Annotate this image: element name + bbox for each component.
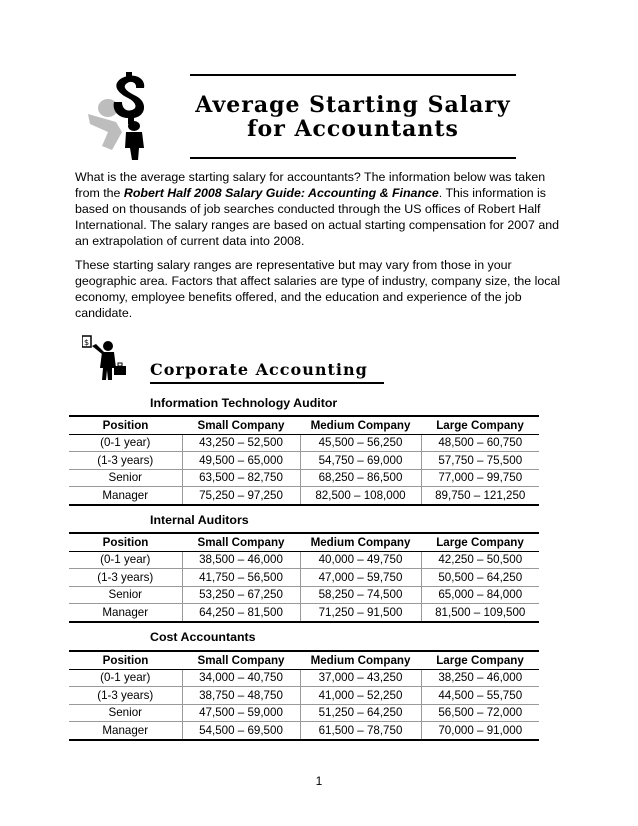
cell-medium: 51,250 – 64,250 xyxy=(300,704,421,722)
cell-small: 47,500 – 59,000 xyxy=(182,704,300,722)
header-large-company: Large Company xyxy=(421,651,539,669)
cell-position: (1-3 years) xyxy=(69,687,182,705)
title-bottom-rule xyxy=(190,157,516,159)
cell-position: Senior xyxy=(69,586,182,604)
table-row xyxy=(69,704,539,722)
intro-paragraph-1 xyxy=(75,169,565,249)
cell-medium: 68,250 – 86,500 xyxy=(300,469,421,487)
cell-large: 38,250 – 46,000 xyxy=(421,669,539,687)
table-row xyxy=(69,722,539,740)
cell-medium: 47,000 – 59,750 xyxy=(300,569,421,587)
table-row xyxy=(69,669,539,687)
salary-table-cost-accountants xyxy=(69,650,539,741)
cell-small: 53,250 – 67,250 xyxy=(182,586,300,604)
table-header-row xyxy=(69,651,539,669)
table-row xyxy=(69,452,539,470)
cell-small: 34,000 – 40,750 xyxy=(182,669,300,687)
cell-position: Manager xyxy=(69,722,182,740)
table-title-internal-auditors: Internal Auditors xyxy=(150,513,249,527)
cell-large: 57,750 – 75,500 xyxy=(421,452,539,470)
cell-position: (0-1 year) xyxy=(69,669,182,687)
cell-medium: 45,500 – 56,250 xyxy=(300,434,421,452)
header-large-company: Large Company xyxy=(421,533,539,551)
table-row xyxy=(69,487,539,505)
table-row xyxy=(69,434,539,452)
svg-text:$: $ xyxy=(84,338,90,347)
header-large-company: Large Company xyxy=(421,416,539,434)
salary-table-internal-auditors xyxy=(69,532,539,623)
header-medium-company: Medium Company xyxy=(300,533,421,551)
table-row xyxy=(69,687,539,705)
cell-small: 64,250 – 81,500 xyxy=(182,604,300,622)
cell-small: 75,250 – 97,250 xyxy=(182,487,300,505)
cell-position: (0-1 year) xyxy=(69,434,182,452)
cell-small: 41,750 – 56,500 xyxy=(182,569,300,587)
cell-position: (1-3 years) xyxy=(69,569,182,587)
table-title-cost-accountants: Cost Accountants xyxy=(150,630,256,644)
cell-position: Manager xyxy=(69,604,182,622)
header-small-company: Small Company xyxy=(182,651,300,669)
table-row xyxy=(69,551,539,569)
table-title-it-auditor: Information Technology Auditor xyxy=(150,396,338,410)
cell-large: 81,500 – 109,500 xyxy=(421,604,539,622)
header-medium-company: Medium Company xyxy=(300,651,421,669)
table-header-row xyxy=(69,416,539,434)
cell-medium: 61,500 – 78,750 xyxy=(300,722,421,740)
table-row xyxy=(69,586,539,604)
cell-position: Manager xyxy=(69,487,182,505)
section-title: Corporate Accounting xyxy=(150,360,368,379)
cell-medium: 82,500 – 108,000 xyxy=(300,487,421,505)
header-position: Position xyxy=(69,416,182,434)
cell-medium: 40,000 – 49,750 xyxy=(300,551,421,569)
table-row xyxy=(69,604,539,622)
intro-p1-after: . This information is based on thousands of job searches conducted through the US offices of Robert Half International. The salary ranges are based on actual starting compensation for 2007 and an extrapolation of current data into 2008. xyxy=(75,186,560,248)
table-row xyxy=(69,469,539,487)
cell-medium: 54,750 – 69,000 xyxy=(300,452,421,470)
cell-medium: 37,000 – 43,250 xyxy=(300,669,421,687)
header-small-company: Small Company xyxy=(182,416,300,434)
intro-paragraph-2: These starting salary ranges are representative but may vary from those in your geographic area. Factors that affect salaries are type of industry, company size, the local economy, employee benefits offered, and the education and experience of the job candidate. xyxy=(75,258,561,320)
cell-large: 70,000 – 91,000 xyxy=(421,722,539,740)
cell-position: (0-1 year) xyxy=(69,551,182,569)
section-title-rule xyxy=(150,382,384,384)
cell-large: 56,500 – 72,000 xyxy=(421,704,539,722)
cell-large: 42,250 – 50,500 xyxy=(421,551,539,569)
cell-large: 44,500 – 55,750 xyxy=(421,687,539,705)
cell-small: 38,750 – 48,750 xyxy=(182,687,300,705)
business-figure-icon xyxy=(82,334,134,382)
cell-position: Senior xyxy=(69,469,182,487)
cell-small: 38,500 – 46,000 xyxy=(182,551,300,569)
page-title-line2: for Accountants xyxy=(247,116,459,142)
intro-source-title: Robert Half 2008 Salary Guide: Accounting & Finance xyxy=(123,186,439,200)
cell-position: (1-3 years) xyxy=(69,452,182,470)
cell-large: 65,000 – 84,000 xyxy=(421,586,539,604)
header-medium-company: Medium Company xyxy=(300,416,421,434)
header-position: Position xyxy=(69,533,182,551)
header-small-company: Small Company xyxy=(182,533,300,551)
cell-large: 77,000 – 99,750 xyxy=(421,469,539,487)
intro-p1-before: What is the average starting salary for accountants? The information below was taken from the xyxy=(75,170,546,200)
cell-large: 50,500 – 64,250 xyxy=(421,569,539,587)
cell-small: 49,500 – 65,000 xyxy=(182,452,300,470)
cell-small: 63,500 – 82,750 xyxy=(182,469,300,487)
cell-medium: 41,000 – 52,250 xyxy=(300,687,421,705)
page-title-line1: Average Starting Salary xyxy=(195,92,511,118)
header-position: Position xyxy=(69,651,182,669)
cell-small: 54,500 – 69,500 xyxy=(182,722,300,740)
cell-large: 89,750 – 121,250 xyxy=(421,487,539,505)
page-number: 1 xyxy=(315,774,323,788)
cell-position: Senior xyxy=(69,704,182,722)
cell-medium: 71,250 – 91,500 xyxy=(300,604,421,622)
money-figure-icon xyxy=(82,70,164,160)
salary-table-it-auditor xyxy=(69,415,539,506)
page-title xyxy=(190,93,516,141)
cell-medium: 58,250 – 74,500 xyxy=(300,586,421,604)
table-row xyxy=(69,569,539,587)
table-header-row xyxy=(69,533,539,551)
cell-small: 43,250 – 52,500 xyxy=(182,434,300,452)
title-top-rule xyxy=(190,74,516,76)
cell-large: 48,500 – 60,750 xyxy=(421,434,539,452)
